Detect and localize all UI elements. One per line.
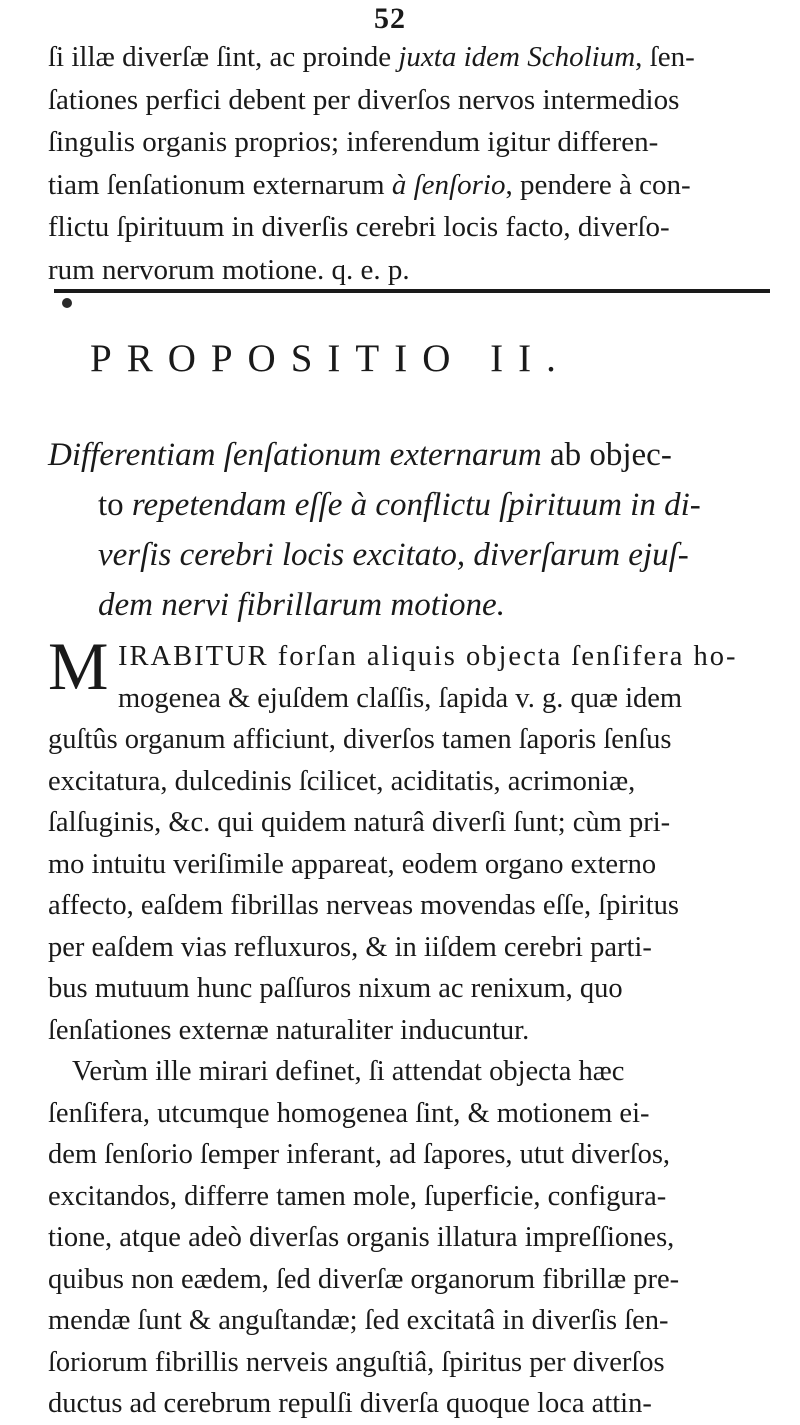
body-line: excitandos, differre tamen mole, ſuperficie, configura- (48, 1180, 667, 1212)
body-line: excitatura, dulcedinis ſcilicet, aciditatis, acrimoniæ, (48, 765, 636, 797)
text-line: flictu ſpirituum in diverſis cerebri locis facto, diverſo- (48, 211, 670, 243)
body-line: mo intuitu veriſimile appareat, eodem organo externo (48, 848, 657, 880)
body-line: bus mutuum hunc paſſuros nixum ac renixum, quo (48, 973, 623, 1004)
body-line: ſenſifera, utcumque homogenea ſint, & motionem ei- (48, 1097, 650, 1129)
statement-line: dem nervi fibrillarum motione. (98, 587, 505, 623)
continued-paragraph (48, 36, 768, 291)
body-line: tione, atque adeò diverſas organis illatura impreſſiones, (48, 1222, 675, 1253)
statement-line: to repetendam eſſe à conflictu ſpirituum in di- (98, 487, 701, 523)
proposition-heading: PROPOSITIO II. (90, 337, 571, 380)
body-line: mogenea & ejuſdem claſſis, ſapida v. g. quæ idem (118, 682, 683, 714)
body-line: ductus ad cerebrum repulſi diverſa quoque loca attin- (48, 1388, 652, 1419)
body-line: affecto, eaſdem fibrillas nerveas movendas eſſe, ſpiritus (48, 890, 679, 921)
body-line: ſalſuginis, &c. qui quidem naturâ diverſi ſunt; cùm pri- (48, 807, 671, 838)
body-line: quibus non eædem, ſed diverſæ organorum fibrillæ pre- (48, 1263, 680, 1295)
body-line: mendæ ſunt & anguſtandæ; ſed excitatâ in diverſis ſen- (48, 1305, 669, 1336)
text-line: ſationes perfici debent per diverſos nervos intermedios (48, 83, 680, 116)
statement-line: Differentiam ſenſationum externarum ab objec- (48, 437, 672, 473)
body-line: ſenſationes externæ naturaliter inducuntur. (48, 1014, 530, 1046)
proposition-statement (48, 430, 778, 630)
horizontal-rule (54, 289, 770, 293)
drop-cap: M (48, 628, 109, 704)
body-line: ſoriorum fibrillis nerveis anguſtiâ, ſpiritus per diverſos (48, 1346, 665, 1378)
text-line: ſi illæ diverſæ ſint, ac proinde juxta idem Scholium, ſen- (48, 41, 695, 73)
body-text (48, 636, 778, 1425)
body-line: Verùm ille mirari definet, ſi attendat objecta hæc (72, 1056, 625, 1087)
text-line: rum nervorum motione. q. e. p. (48, 253, 410, 286)
text-line: tiam ſenſationum externarum à ſenſorio, pendere à con- (48, 168, 691, 201)
statement-line: verſis cerebri locis excitato, diverſarum ejuſ- (98, 537, 689, 573)
ornament-dot (62, 298, 72, 308)
body-line: dem ſenſorio ſemper inferant, ad ſapores, utut diverſos, (48, 1139, 671, 1170)
body-line: per eaſdem vias refluxuros, & in iiſdem cerebri parti- (48, 931, 652, 963)
page-number: 52 (374, 2, 406, 35)
text-line: ſingulis organis proprios; inferendum igitur differen- (48, 126, 659, 158)
body-line: guſtûs organum afficiunt, diverſos tamen ſaporis ſenſus (48, 724, 672, 755)
body-line: IRABITUR forſan aliquis objecta ſenſifera ho- (118, 641, 738, 672)
